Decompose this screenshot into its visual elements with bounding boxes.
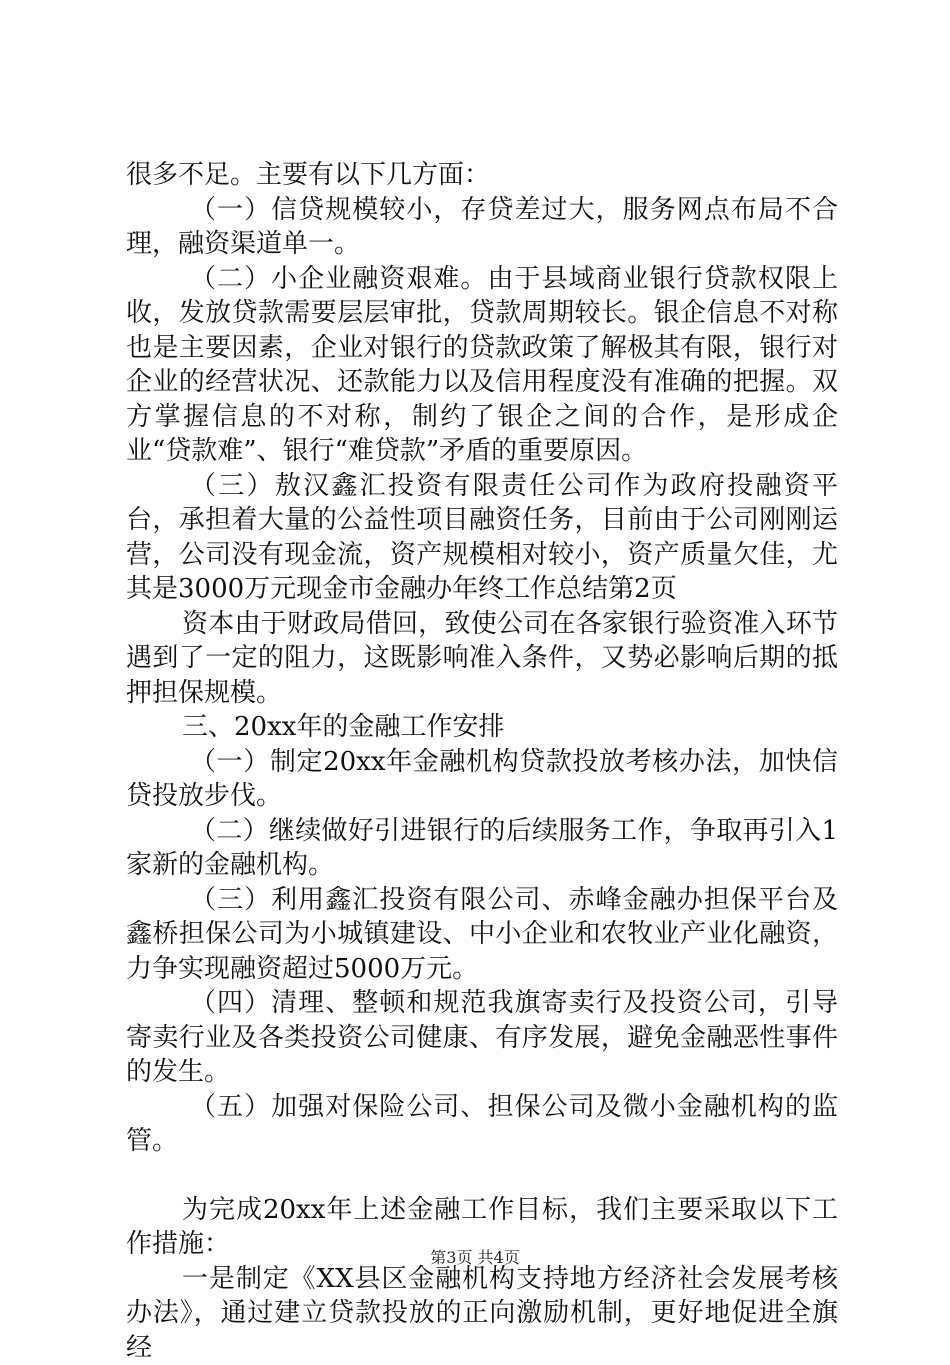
paragraph-measure-1: 一是制定《XX县区金融机构支持地方经济社会发展考核办法》，通过建立贷款投放的正向激励机制，更好地促进全旗经 [126,1262,838,1365]
paragraph-spacer [126,1159,838,1193]
section-heading-plan: 三、20xx年的金融工作安排 [126,710,838,745]
paragraph-plan-2: （二）继续做好引进银行的后续服务工作，争取再引入1家新的金融机构。 [126,814,838,883]
paragraph-issue-3: （三）敖汉鑫汇投资有限责任公司作为政府投融资平台，承担着大量的公益性项目融资任务，目前由于公司刚刚运营，公司没有现金流，资产规模相对较小，资产质量欠佳，尤其是3000万元现金市金融办年终工作总结第2页 [126,469,838,607]
paragraph-plan-3: （三）利用鑫汇投资有限公司、赤峰金融办担保平台及鑫桥担保公司为小城镇建设、中小企业和农牧业产业化融资，力争实现融资超过5000万元。 [126,883,838,987]
paragraph-measures-intro: 为完成20xx年上述金融工作目标，我们主要采取以下工作措施： [126,1193,838,1262]
paragraph-issue-2: （二）小企业融资艰难。由于县域商业银行贷款权限上收，发放贷款需要层层审批，贷款周期较长。银企信息不对称也是主要因素，企业对银行的贷款政策了解极其有限，银行对企业的经营状况、还款能力以及信用程度没有准确的把握。双方掌握信息的不对称，制约了银企之间的合作，是形成企业“贷款难”、银行“难贷款”矛盾的重要原因。 [126,262,838,469]
paragraph-plan-4: （四）清理、整顿和规范我旗寄卖行及投资公司，引导寄卖行业及各类投资公司健康、有序发展，避免金融恶性事件的发生。 [126,986,838,1090]
page-number-footer: 第3页 共4页 [0,1245,950,1268]
document-body [126,158,838,1365]
paragraph-intro: 很多不足。主要有以下几方面： [126,158,838,193]
paragraph-plan-5: （五）加强对保险公司、担保公司及微小金融机构的监管。 [126,1090,838,1159]
paragraph-issue-1: （一）信贷规模较小，存贷差过大，服务网点布局不合理，融资渠道单一。 [126,193,838,262]
paragraph-plan-1: （一）制定20xx年金融机构贷款投放考核办法，加快信贷投放步伐。 [126,745,838,814]
paragraph-issue-3-continued: 资本由于财政局借回，致使公司在各家银行验资准入环节遇到了一定的阻力，这既影响准入条件，又势必影响后期的抵押担保规模。 [126,607,838,711]
